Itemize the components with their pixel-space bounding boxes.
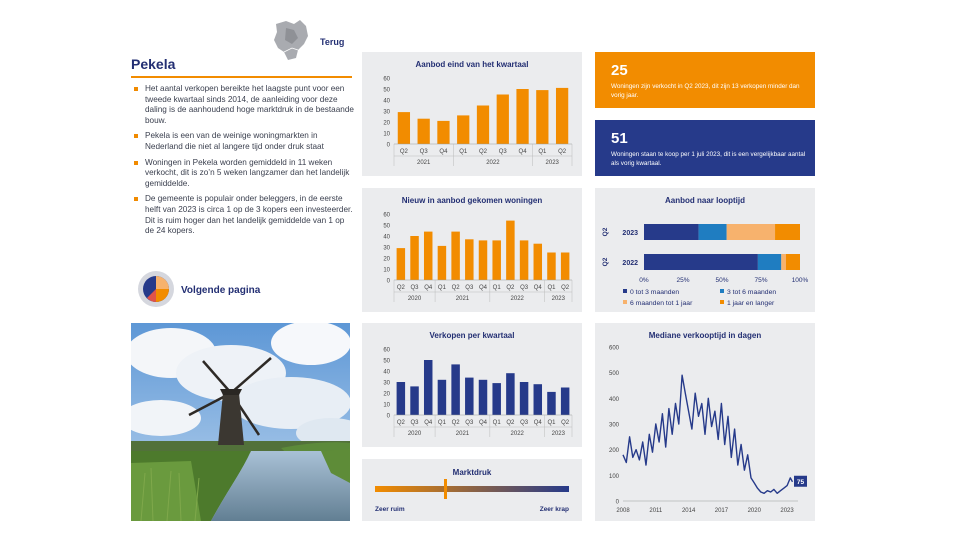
bar	[398, 112, 410, 144]
x-tick-label: Q1	[538, 149, 547, 155]
y-tick-label: 50	[383, 223, 390, 230]
chart-title: Mediane verkooptijd in dagen	[648, 331, 762, 340]
x-tick-label: Q3	[410, 420, 419, 426]
x-tick-label: Q3	[498, 149, 507, 155]
x-tick-label: Q1	[492, 285, 501, 291]
bar	[561, 388, 569, 416]
row-label: 2022	[622, 260, 638, 267]
chart-title: Aanbod eind van het kwartaal	[415, 60, 529, 69]
x-tick-label: Q2	[558, 149, 567, 155]
kpi-text: Woningen zijn verkocht in Q2 2023, dit zijn 13 verkopen minder dan vorig jaar.	[611, 83, 800, 99]
x-tick-label: Q4	[424, 285, 433, 291]
x-group-label: 2021	[455, 431, 470, 437]
legend-swatch	[623, 289, 627, 293]
bar	[438, 380, 446, 415]
x-tick-label: Q1	[437, 285, 446, 291]
y-tick-label: 20	[383, 256, 390, 263]
x-tick-label: Q2	[396, 285, 405, 291]
bullet-list	[131, 84, 355, 242]
bar-segment	[781, 254, 786, 270]
x-tick-label: Q4	[424, 420, 433, 426]
x-tick-label: 2020	[747, 508, 761, 514]
y-tick-label: 0	[386, 142, 390, 149]
x-tick-label: 100%	[791, 277, 809, 284]
x-tick-label: 50%	[715, 277, 729, 284]
panel-verkooptijd	[595, 323, 815, 521]
x-tick-label: Q2	[399, 149, 408, 155]
x-group-label: 2021	[455, 296, 470, 302]
panel-nieuw-aanbod	[362, 188, 582, 312]
marktdruk-marker	[444, 479, 447, 499]
bullet-item: Het aantal verkopen bereikte het laagste punt voor een tweede kwartaal sinds 2014, de aanleiding voor deze daling is de aanhoudend hoge marktdruk in de bestaande bouw.	[131, 84, 355, 126]
bar	[418, 119, 430, 144]
y-tick-label: 40	[383, 234, 390, 241]
y-tick-label: 60	[383, 347, 390, 354]
page-title: Pekela	[131, 56, 176, 72]
bar-segment	[775, 224, 800, 240]
kpi-text: Woningen staan te koop per 1 juli 2023, dit is een vergelijkbaar aantal als vorig kwartaal.	[611, 151, 806, 167]
bar-segment	[699, 224, 727, 240]
legend-label: 6 maanden tot 1 jaar	[630, 300, 693, 307]
x-group-label: 2023	[551, 431, 565, 437]
bar	[410, 386, 418, 415]
row-prefix: Q2	[602, 257, 609, 267]
x-tick-label: 0%	[639, 277, 649, 284]
y-tick-label: 50	[383, 358, 390, 365]
x-tick-label: Q2	[478, 149, 488, 155]
bar	[397, 248, 405, 280]
bar	[506, 221, 514, 280]
bar	[497, 95, 509, 145]
x-tick-label: Q4	[533, 285, 542, 291]
x-tick-label: Q3	[520, 285, 529, 291]
bar	[424, 360, 432, 415]
bullet-item: De gemeente is populair onder beleggers, in de eerste helft van 2023 is circa 1 op de 3 kopers een investeerder. Dit is ruim hoger dan het landelijk gemiddelde van 1 op de 24 kopers.	[131, 194, 355, 236]
chart-title: Verkopen per kwartaal	[429, 331, 515, 340]
y-tick-label: 10	[383, 131, 390, 138]
row-label: 2023	[622, 230, 638, 237]
marktdruk-left-label: Zeer ruim	[375, 506, 405, 513]
next-page-link[interactable]: Volgende pagina	[181, 285, 261, 296]
bar	[438, 246, 446, 280]
legend-label: 1 jaar en langer	[727, 300, 775, 307]
x-tick-label: Q1	[492, 420, 501, 426]
kpi-te-koop	[595, 120, 815, 176]
y-tick-label: 10	[383, 267, 390, 274]
chart-nieuw-aanbod	[362, 188, 582, 312]
x-tick-label: Q1	[437, 420, 446, 426]
back-link[interactable]: Terug	[320, 37, 345, 47]
x-tick-label: 2023	[780, 508, 794, 514]
panel-marktdruk	[362, 459, 582, 521]
x-tick-label: Q2	[561, 285, 570, 291]
x-group-label: 2021	[416, 160, 431, 166]
y-tick-label: 20	[383, 120, 390, 127]
next-page-icon[interactable]	[137, 270, 175, 308]
x-tick-label: Q1	[547, 285, 556, 291]
marktdruk-scale	[375, 486, 569, 492]
y-tick-label: 0	[386, 413, 390, 420]
y-tick-label: 400	[608, 396, 619, 403]
legend-swatch	[720, 289, 724, 293]
x-tick-label: Q2	[506, 420, 515, 426]
y-tick-label: 200	[608, 448, 619, 455]
x-tick-label: 2017	[714, 508, 729, 514]
y-tick-label: 300	[608, 422, 619, 429]
bar	[520, 240, 528, 280]
x-group-label: 2022	[510, 431, 524, 437]
legend-label: 0 tot 3 maanden	[630, 289, 680, 296]
x-group-label: 2022	[510, 296, 524, 302]
chart-title: Aanbod naar looptijd	[665, 196, 745, 205]
legend-label: 3 tot 6 maanden	[727, 289, 777, 296]
bar-segment	[644, 224, 699, 240]
kpi-value: 25	[611, 62, 628, 79]
y-tick-label: 40	[383, 369, 390, 376]
chart-looptijd	[595, 188, 815, 312]
y-tick-label: 60	[383, 76, 390, 83]
y-tick-label: 500	[608, 371, 619, 378]
bar	[492, 240, 500, 280]
x-tick-label: 2014	[681, 508, 696, 514]
bar	[492, 383, 500, 415]
x-tick-label: Q3	[465, 420, 474, 426]
bar	[534, 244, 542, 280]
bar-segment	[758, 254, 781, 270]
chart-title: Nieuw in aanbod gekomen woningen	[401, 196, 543, 205]
windmill-photo	[131, 323, 350, 521]
x-tick-label: Q4	[439, 149, 448, 155]
row-prefix: Q2	[602, 227, 609, 237]
x-tick-label: Q2	[506, 285, 515, 291]
bullet-item: Pekela is een van de weinige woningmarkten in Nederland die niet al langere tijd onder druk staat	[131, 131, 355, 152]
y-tick-label: 30	[383, 380, 390, 387]
bar	[520, 382, 528, 415]
bullet-item: Woningen in Pekela worden gemiddeld in 11 weken verkocht, dit is zo’n 5 weken langzamer dan het landelijk gemiddelde.	[131, 158, 355, 190]
x-tick-label: Q2	[451, 285, 460, 291]
bar	[479, 240, 487, 280]
y-tick-label: 600	[608, 345, 619, 352]
bar	[547, 253, 555, 281]
x-tick-label: Q2	[396, 420, 405, 426]
x-group-label: 2020	[407, 431, 422, 437]
bar-segment	[644, 254, 758, 270]
x-tick-label: 75%	[754, 277, 768, 284]
bar	[534, 384, 542, 415]
x-tick-label: 25%	[676, 277, 690, 284]
panel-aanbod	[362, 52, 582, 176]
y-tick-label: 10	[383, 402, 390, 409]
marktdruk-title: Marktdruk	[452, 468, 492, 477]
bar	[465, 378, 473, 415]
x-tick-label: Q3	[410, 285, 419, 291]
bar	[536, 90, 548, 144]
end-label: 75	[796, 478, 805, 486]
chart-aanbod	[362, 52, 582, 176]
y-tick-label: 100	[608, 473, 619, 480]
bar	[561, 253, 569, 281]
bar	[451, 364, 459, 415]
x-group-label: 2020	[407, 296, 422, 302]
bar-segment	[786, 254, 800, 270]
legend-swatch	[623, 300, 627, 304]
x-tick-label: Q4	[478, 285, 488, 291]
x-group-label: 2023	[545, 160, 559, 166]
x-tick-label: Q3	[419, 149, 428, 155]
bar	[451, 232, 459, 280]
legend-swatch	[720, 300, 724, 304]
y-tick-label: 30	[383, 109, 390, 116]
y-tick-label: 20	[383, 391, 390, 398]
x-tick-label: Q3	[465, 285, 474, 291]
y-tick-label: 40	[383, 98, 390, 105]
bar	[477, 106, 489, 145]
panel-verkopen	[362, 323, 582, 447]
x-tick-label: Q1	[459, 149, 468, 155]
x-tick-label: Q2	[451, 420, 460, 426]
marktdruk-right-label: Zeer krap	[539, 506, 569, 513]
y-tick-label: 30	[383, 245, 390, 252]
chart-verkopen	[362, 323, 582, 447]
bar	[457, 115, 469, 144]
bar	[397, 382, 405, 415]
chart-verkooptijd	[595, 323, 815, 521]
bar	[506, 373, 514, 415]
x-group-label: 2023	[551, 296, 565, 302]
title-underline	[131, 76, 352, 78]
x-tick-label: 2008	[616, 508, 630, 514]
x-group-label: 2022	[486, 160, 500, 166]
bar-segment	[727, 224, 775, 240]
kpi-verkocht	[595, 52, 815, 108]
bar	[424, 232, 432, 280]
series-line	[623, 375, 793, 493]
bar	[410, 236, 418, 280]
x-tick-label: Q4	[518, 149, 527, 155]
x-tick-label: Q3	[520, 420, 529, 426]
x-tick-label: 2011	[649, 508, 663, 514]
bar	[547, 392, 555, 415]
y-tick-label: 0	[615, 499, 619, 506]
x-tick-label: Q2	[561, 420, 570, 426]
bar	[516, 89, 528, 144]
y-tick-label: 0	[386, 278, 390, 285]
panel-looptijd	[595, 188, 815, 312]
bar	[556, 88, 568, 144]
x-tick-label: Q4	[533, 420, 542, 426]
y-tick-label: 50	[383, 87, 390, 94]
kpi-value: 51	[611, 130, 628, 147]
bar	[437, 121, 449, 144]
bar	[465, 239, 473, 280]
x-tick-label: Q4	[478, 420, 488, 426]
y-tick-label: 60	[383, 212, 390, 219]
bar	[479, 380, 487, 415]
x-tick-label: Q1	[547, 420, 556, 426]
map-icon[interactable]	[270, 18, 318, 62]
